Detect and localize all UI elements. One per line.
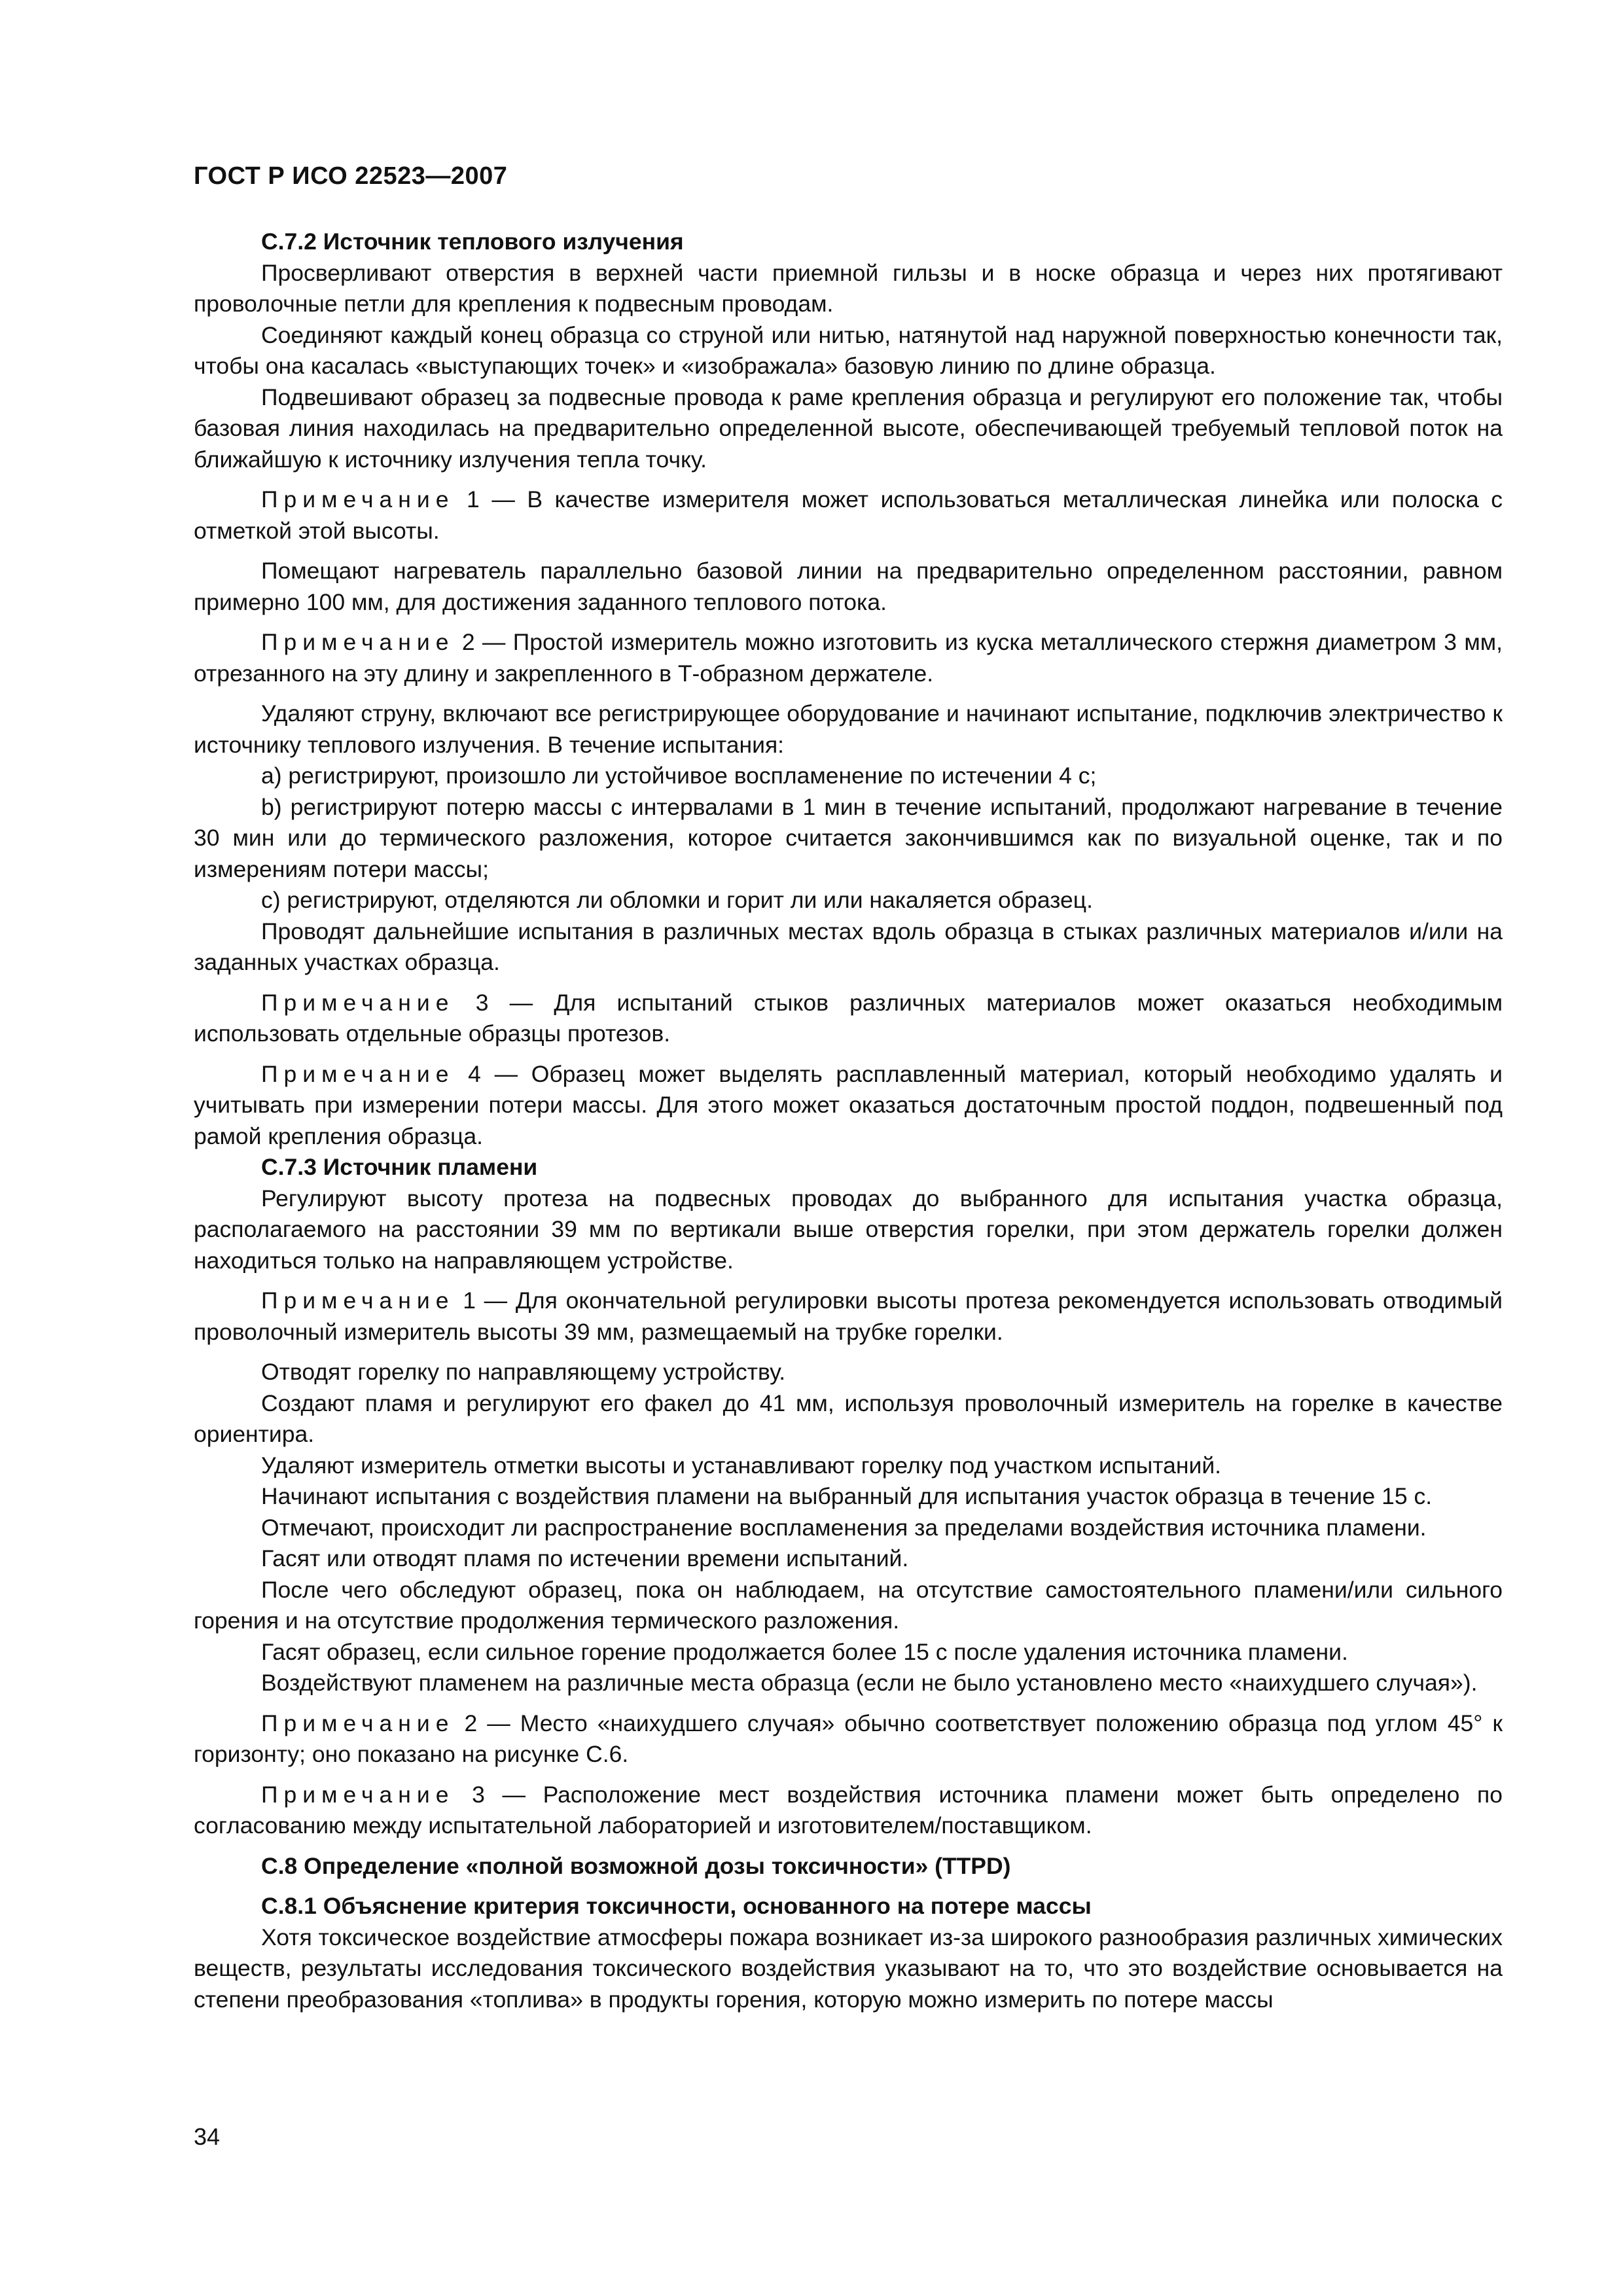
paragraph: Просверливают отверстия в верхней части приемной гильзы и в носке образца и через них протягивают проволочные петли для крепления к подвесным проводам. — [194, 259, 1503, 317]
paragraph: Удаляют измеритель отметки высоты и устанавливают горелку под участком испытаний. — [261, 1452, 1222, 1479]
paragraph: После чего обследуют образец, пока он наблюдаем, на отсутствие самостоятельного пламени/или сильного горения и на отсутствие продолжения термического разложения. — [194, 1576, 1503, 1634]
note-paragraph — [194, 1059, 1503, 1153]
page-number: 34 — [194, 2123, 221, 2150]
paragraph: Гасят или отводят пламя по истечении времени испытаний. — [261, 1545, 909, 1571]
note-text: 1 — В качестве измерителя может использоваться металлическая линейка или полоска с отметкой этой высоты. — [194, 486, 1503, 544]
standard-designation: ГОСТ Р ИСО 22523—2007 — [194, 162, 508, 190]
note-text: 3 — Расположение мест воздействия источника пламени может быть определено по согласованию между испытательной лабораторией и изготовителем/поставщиком. — [194, 1781, 1503, 1839]
note-text: 2 — Место «наихудшего случая» обычно соответствует положению образца под углом 45° к горизонту; оно показано на рисунке С.6. — [194, 1710, 1503, 1767]
paragraph: Начинают испытания с воздействия пламени на выбранный для испытания участок образца в течение 15 с. — [261, 1483, 1433, 1509]
paragraph: Отводят горелку по направляющему устройству. — [261, 1359, 786, 1385]
note-paragraph — [194, 1285, 1503, 1348]
note-paragraph — [194, 1780, 1503, 1842]
note-label: Примечание — [261, 989, 455, 1016]
note-text: 1 — Для окончательной регулировки высоты протеза рекомендуется использовать отводимый проволочный измеритель высоты 39 мм, размещаемый на трубке горелки. — [194, 1287, 1503, 1345]
note-text: 2 — Простой измеритель можно изготовить из куска металлического стержня диаметром 3 мм, отрезанного на эту длину и закрепленного в Т-образном держателе. — [194, 629, 1503, 687]
note-text: 4 — Образец может выделять расплавленный материал, который необходимо удалять и учитывать при измерении потери массы. Для этого может оказаться достаточным простой поддон, подвешенный под рамой крепления образца. — [194, 1060, 1503, 1149]
section-heading-c81: С.8.1 Объяснение критерия токсичности, основанного на потере массы — [261, 1893, 1092, 1919]
paragraph: Помещают нагреватель параллельно базовой линии на предварительно определенном расстоянии, равном примерно 100 мм, для достижения заданного теплового потока. — [194, 558, 1503, 615]
paragraph: Проводят дальнейшие испытания в различных местах вдоль образца в стыках различных материалов и/или на заданных участках образца. — [194, 918, 1503, 975]
note-label: Примечание — [261, 1781, 455, 1808]
paragraph: Подвешивают образец за подвесные провода к раме крепления образца и регулируют его положение так, чтобы базовая линия находилась на предварительно определенной высоте, обеспечивающей требуемый тепловой поток на ближайшую к источнику излучения тепла точку. — [194, 384, 1503, 473]
paragraph: Создают пламя и регулируют его факел до 41 мм, используя проволочный измеритель на горелке в качестве ориентира. — [194, 1390, 1503, 1447]
note-label: Примечание — [261, 486, 455, 512]
note-paragraph — [194, 988, 1503, 1050]
note-label: Примечание — [261, 1287, 455, 1314]
note-paragraph — [194, 1708, 1503, 1770]
paragraph: Удаляют струну, включают все регистрирующее оборудование и начинают испытание, подключив электричество к источнику теплового излучения. В течение испытания: — [194, 700, 1503, 758]
paragraph: Регулируют высоту протеза на подвесных проводах до выбранного для испытания участка образца, располагаемого на расстоянии 39 мм по вертикали выше отверстия горелки, при этом держатель горелки должен находиться только на направляющем устройстве. — [194, 1185, 1503, 1274]
paragraph: Отмечают, происходит ли распространение воспламенения за пределами воздействия источника пламени. — [261, 1514, 1427, 1541]
page-body — [194, 226, 1503, 2015]
paragraph: Гасят образец, если сильное горение продолжается более 15 с после удаления источника пламени. — [261, 1638, 1348, 1665]
note-paragraph — [194, 627, 1503, 689]
list-item-a: а) регистрируют, произошло ли устойчивое воспламенение по истечении 4 с; — [261, 762, 1097, 789]
paragraph: Соединяют каждый конец образца со струной или нитью, натянутой над наружной поверхностью конечности так, чтобы она касалась «выступающих точек» и «изображала» базовую линию по длине образца. — [194, 321, 1503, 379]
section-heading-c73: С.7.3 Источник пламени — [261, 1154, 538, 1180]
note-text: 3 — Для испытаний стыков различных материалов может оказаться необходимым использовать отдельные образцы протезов. — [194, 989, 1503, 1047]
note-label: Примечание — [261, 1060, 455, 1087]
note-paragraph — [194, 484, 1503, 547]
paragraph: Воздействуют пламенем на различные места образца (если не было установлено место «наихудшего случая»). — [261, 1670, 1478, 1696]
list-item-b: b) регистрируют потерю массы с интервалами в 1 мин в течение испытаний, продолжают нагревание в течение 30 мин или до термического разложения, которое считается закончившимся как по визуальной оценке, так и по измерениям потери массы; — [194, 793, 1503, 882]
section-heading-c72: С.7.2 Источник теплового излучения — [261, 228, 684, 255]
note-label: Примечание — [261, 1710, 455, 1736]
note-label: Примечание — [261, 629, 455, 655]
section-heading-c8: С.8 Определение «полной возможной дозы токсичности» (TTPD) — [261, 1852, 1011, 1879]
paragraph: Хотя токсическое воздействие атмосферы пожара возникает из-за широкого разнообразия различных химических веществ, результаты исследования токсического воздействия указывают на то, что это воздействие основывается на степени преобразования «топлива» в продукты горения, которую можно измерить по потере массы — [194, 1924, 1503, 2013]
list-item-c: с) регистрируют, отделяются ли обломки и горит ли или накаляется образец. — [261, 887, 1093, 913]
